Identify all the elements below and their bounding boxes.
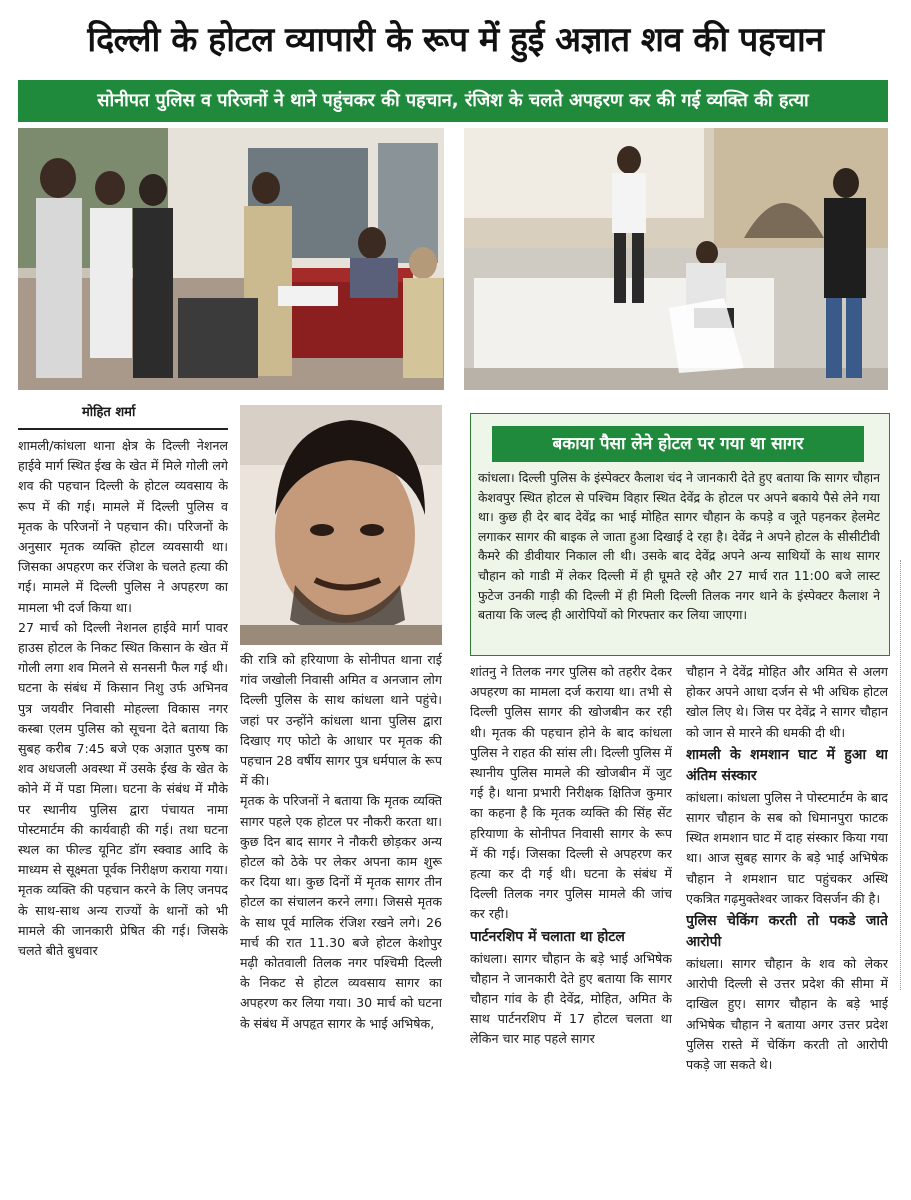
article-column-4: [686, 662, 888, 1196]
col2-para-1: की रात्रि को हरियाणा के सोनीपत थाना राई गांव जखोली निवासी अमित व अनजान लोग दिल्ली पुलिस के साथ कांधला थाने पहुंचे। जहां पर उन्होंने कांधला थाना पुलिस द्वारा दिखाए गए फोटो के आधार पर मृतक की पहचान 28 वर्षीय सागर पुत्र धर्मपाल के रूप में की।: [240, 652, 442, 789]
col4-para-2: कांधला। कांधला पुलिस ने पोस्टमार्टम के बाद सागर चौहान के सब को धिमानपुरा फाटक स्थित शमशान घाट में दाह संस्कार किया गया था। आज सुबह सागर के बड़े भाई अभिषेक चौहान ने शमशान घाट पहुंचकर अस्थि एकत्रित गढ़मुक्तेश्वर जाकर विसर्जन की है।: [686, 789, 888, 906]
highlight-box-text: कांधला। दिल्ली पुलिस के इंस्पेक्टर कैलाश चंद ने जानकारी देते हुए बताया कि सागर चौहान केशवपुर स्थित होटल से पश्चिम विहार स्थित देवेंद्र के होटल पर अपने बकाये पैसे लेने गया था। कुछ ही देर बाद देवेंद्र का भाई मोहित सागर चौहान के कपड़े व जूते पहनकर हेलमेट लगाकर सागर की बाइक ले जाता हुआ दिखाई दे रहा है। देवेंद्र ने अपने होटल के सीसीटीवी कैमरे की डीवीयार निकाल ली थी। उसके बाद देवेंद्र अपने अन्य साथियों के साथ सागर चौहान को गाडी में लेकर दिल्ली में ही घूमते रहे और 27 मार्च रात 11:00 बजे लास्ट फुटेज उनकी गाड़ी की दिल्ली में ही मिली दिल्ली तिलक नगर थाने के इंस्पेक्टर कैलाश ने बताया कि जल्द ही आरोपियों को गिरफ्तार कर लिया जाएगा।: [478, 470, 880, 623]
crime-scene-photo: [464, 128, 888, 390]
subheadline-banner: सोनीपत पुलिस व परिजनों ने थाने पहुंचकर की पहचान, रंजिश के चलते अपहरण कर की गई व्यक्ति की हत्या: [18, 80, 888, 122]
col1-para-2: 27 मार्च को दिल्ली नेशनल हाईवे मार्ग पावर हाउस होटल के निकट स्थित किसान के खेत में गोली लगा शव मिलने से सनसनी फैल गई थी। घटना के संबंध में किसान निशु उर्फ अभिनव पुत्र जयवीर निवासी मोहल्ला विकास नगर कस्बा एलम पुलिस को सूचना देते बताया कि सुबह करीब 7:45 बजे एक अज्ञात पुरुष का शव अधजली अवस्था में उसके ईख के खेत के कोने में में पडा मिला। घटना के संबंध में मौके पर स्थानीय पुलिस द्वारा पंचायत नामा पोस्टमार्टम की कार्यवाही की गई। तथा घटना स्थल का फील्ड यूनिट डॉग स्क्वाड आदि के माध्यम से सूक्ष्मता पूर्वक निरीक्षण कराया गया। मृतक व्यक्ति की पहचान करने के लिए जनपद के साथ-साथ अन्य राज्यों के थानों को भी मामले की जानकारी प्रेषित की गई। जिसके चलते बीते बुधवार: [18, 619, 228, 959]
col4-para-1: चौहान ने देवेंद्र मोहित और अमित से अलग होकर अपने आधा दर्जन से भी अधिक होटल खोल लिए थे। जिस पर देवेंद्र ने सागर चौहान को जान से मारने की धमकी दी थी।: [686, 664, 888, 740]
article-column-1: [18, 436, 228, 1196]
edge-marks: [900, 560, 907, 990]
victim-portrait: [240, 405, 442, 645]
col4-para-3: कांधला। सागर चौहान के शव को लेकर आरोपी दिल्ली से उत्तर प्रदेश की सीमा में दाखिल हुए। सागर चौहान के बड़े भाई अभिषेक चौहान ने बताया अगर उत्तर प्रदेश पुलिस रास्ते में चेकिंग करती तो आरोपी पकड़े जा सकते थे।: [686, 956, 888, 1073]
col3-para-1: शांतनु ने तिलक नगर पुलिस को तहरीर देकर अपहरण का मामला दर्ज कराया था। तभी से दिल्ली पुलिस सागर की खोजबीन कर रही थी। मृतक की पहचान होने के बाद कांधला पुलिस ने राहत की सांस ली। दिल्ली पुलिस में स्थानीय पुलिस मामले की खोजबीन में जुट गई है। थाना प्रभारी निरीक्षक क्षितिज कुमार का कहना है कि मृतक व्यक्ति की सिंह सेंट हरियाणा के सोनीपत निवासी सागर के रूप में की गई। जिसका दिल्ली से अपहरण कर हत्या कर दी गई थी। घटना के संबंध में दिल्ली तिलक नगर पुलिस मामले की जांच कर रही।: [470, 664, 672, 922]
byline: मोहित शर्मा: [82, 405, 136, 420]
col2-para-2: मृतक के परिजनों ने बताया कि मृतक व्यक्ति सागर पहले एक होटल पर नौकरी करता था। कुछ दिन बाद सागर ने नौकरी छोड़कर अन्य होटल को ठेके पर लेकर अपना काम शुरू कर दिया था। कुछ दिनों में मृतक सागर तीन होटल का संचालन करने लगा। जिससे मृतक के साथ पूर्व मालिक रंजिश रखने लगे। 26 मार्च की रात 11.30 बजे होटल केशोपुर मढ़ी कोतवाली तिलक नगर पश्चिमी दिल्ली के निकट से होटल व्यवसाय सागर का अपहरण कर लिया गया। 30 मार्च को घटना के संबंध में अपहृत सागर के भाई अभिषेक,: [240, 793, 442, 1031]
highlight-box-title: बकाया पैसा लेने होटल पर गया था सागर: [492, 426, 864, 462]
col3-subheading: पार्टनरशिप में चलाता था होटल: [470, 928, 625, 945]
byline-rule: [18, 428, 228, 430]
headline: दिल्ली के होटल व्यापारी के रूप में हुई अज्ञात शव की पहचान: [87, 20, 824, 60]
police-station-photo: [18, 128, 444, 390]
col4-subheading-1: शामली के शमशान घाट में हुआ था अंतिम संस्कार: [686, 746, 888, 784]
col1-para-1: शामली/कांधला थाना क्षेत्र के दिल्ली नेशनल हाईवे मार्ग स्थित ईख के खेत में मिले गोली लगे शव की पहचान दिल्ली के होटल व्यवसाय के रूप में की गई। मामले में दिल्ली पुलिस व मृतक के परिजनों ने पहचान की। परिजनों के अनुसार मृतक व्यक्ति होटल व्यवसायी था। जिसका अपहरण कर रंजिश के चलते हत्या की गई। मामले में दिल्ली पुलिस ने अपहरण का मामला भी दर्ज किया था।: [18, 438, 228, 615]
col4-subheading-2: पुलिस चेकिंग करती तो पकडे जाते आरोपी: [686, 913, 888, 951]
article-column-3: [470, 662, 672, 1196]
article-column-2: [240, 650, 442, 1196]
col3-para-2: कांधला। सागर चौहान के बड़े भाई अभिषेक चौहान ने जानकारी देते हुए बताया कि सागर चौहान गांव के ही देवेंद्र, मोहित, अमित के साथ पार्टनरशिप में 17 होटल चलता था लेकिन चार माह पहले सागर: [470, 950, 672, 1047]
